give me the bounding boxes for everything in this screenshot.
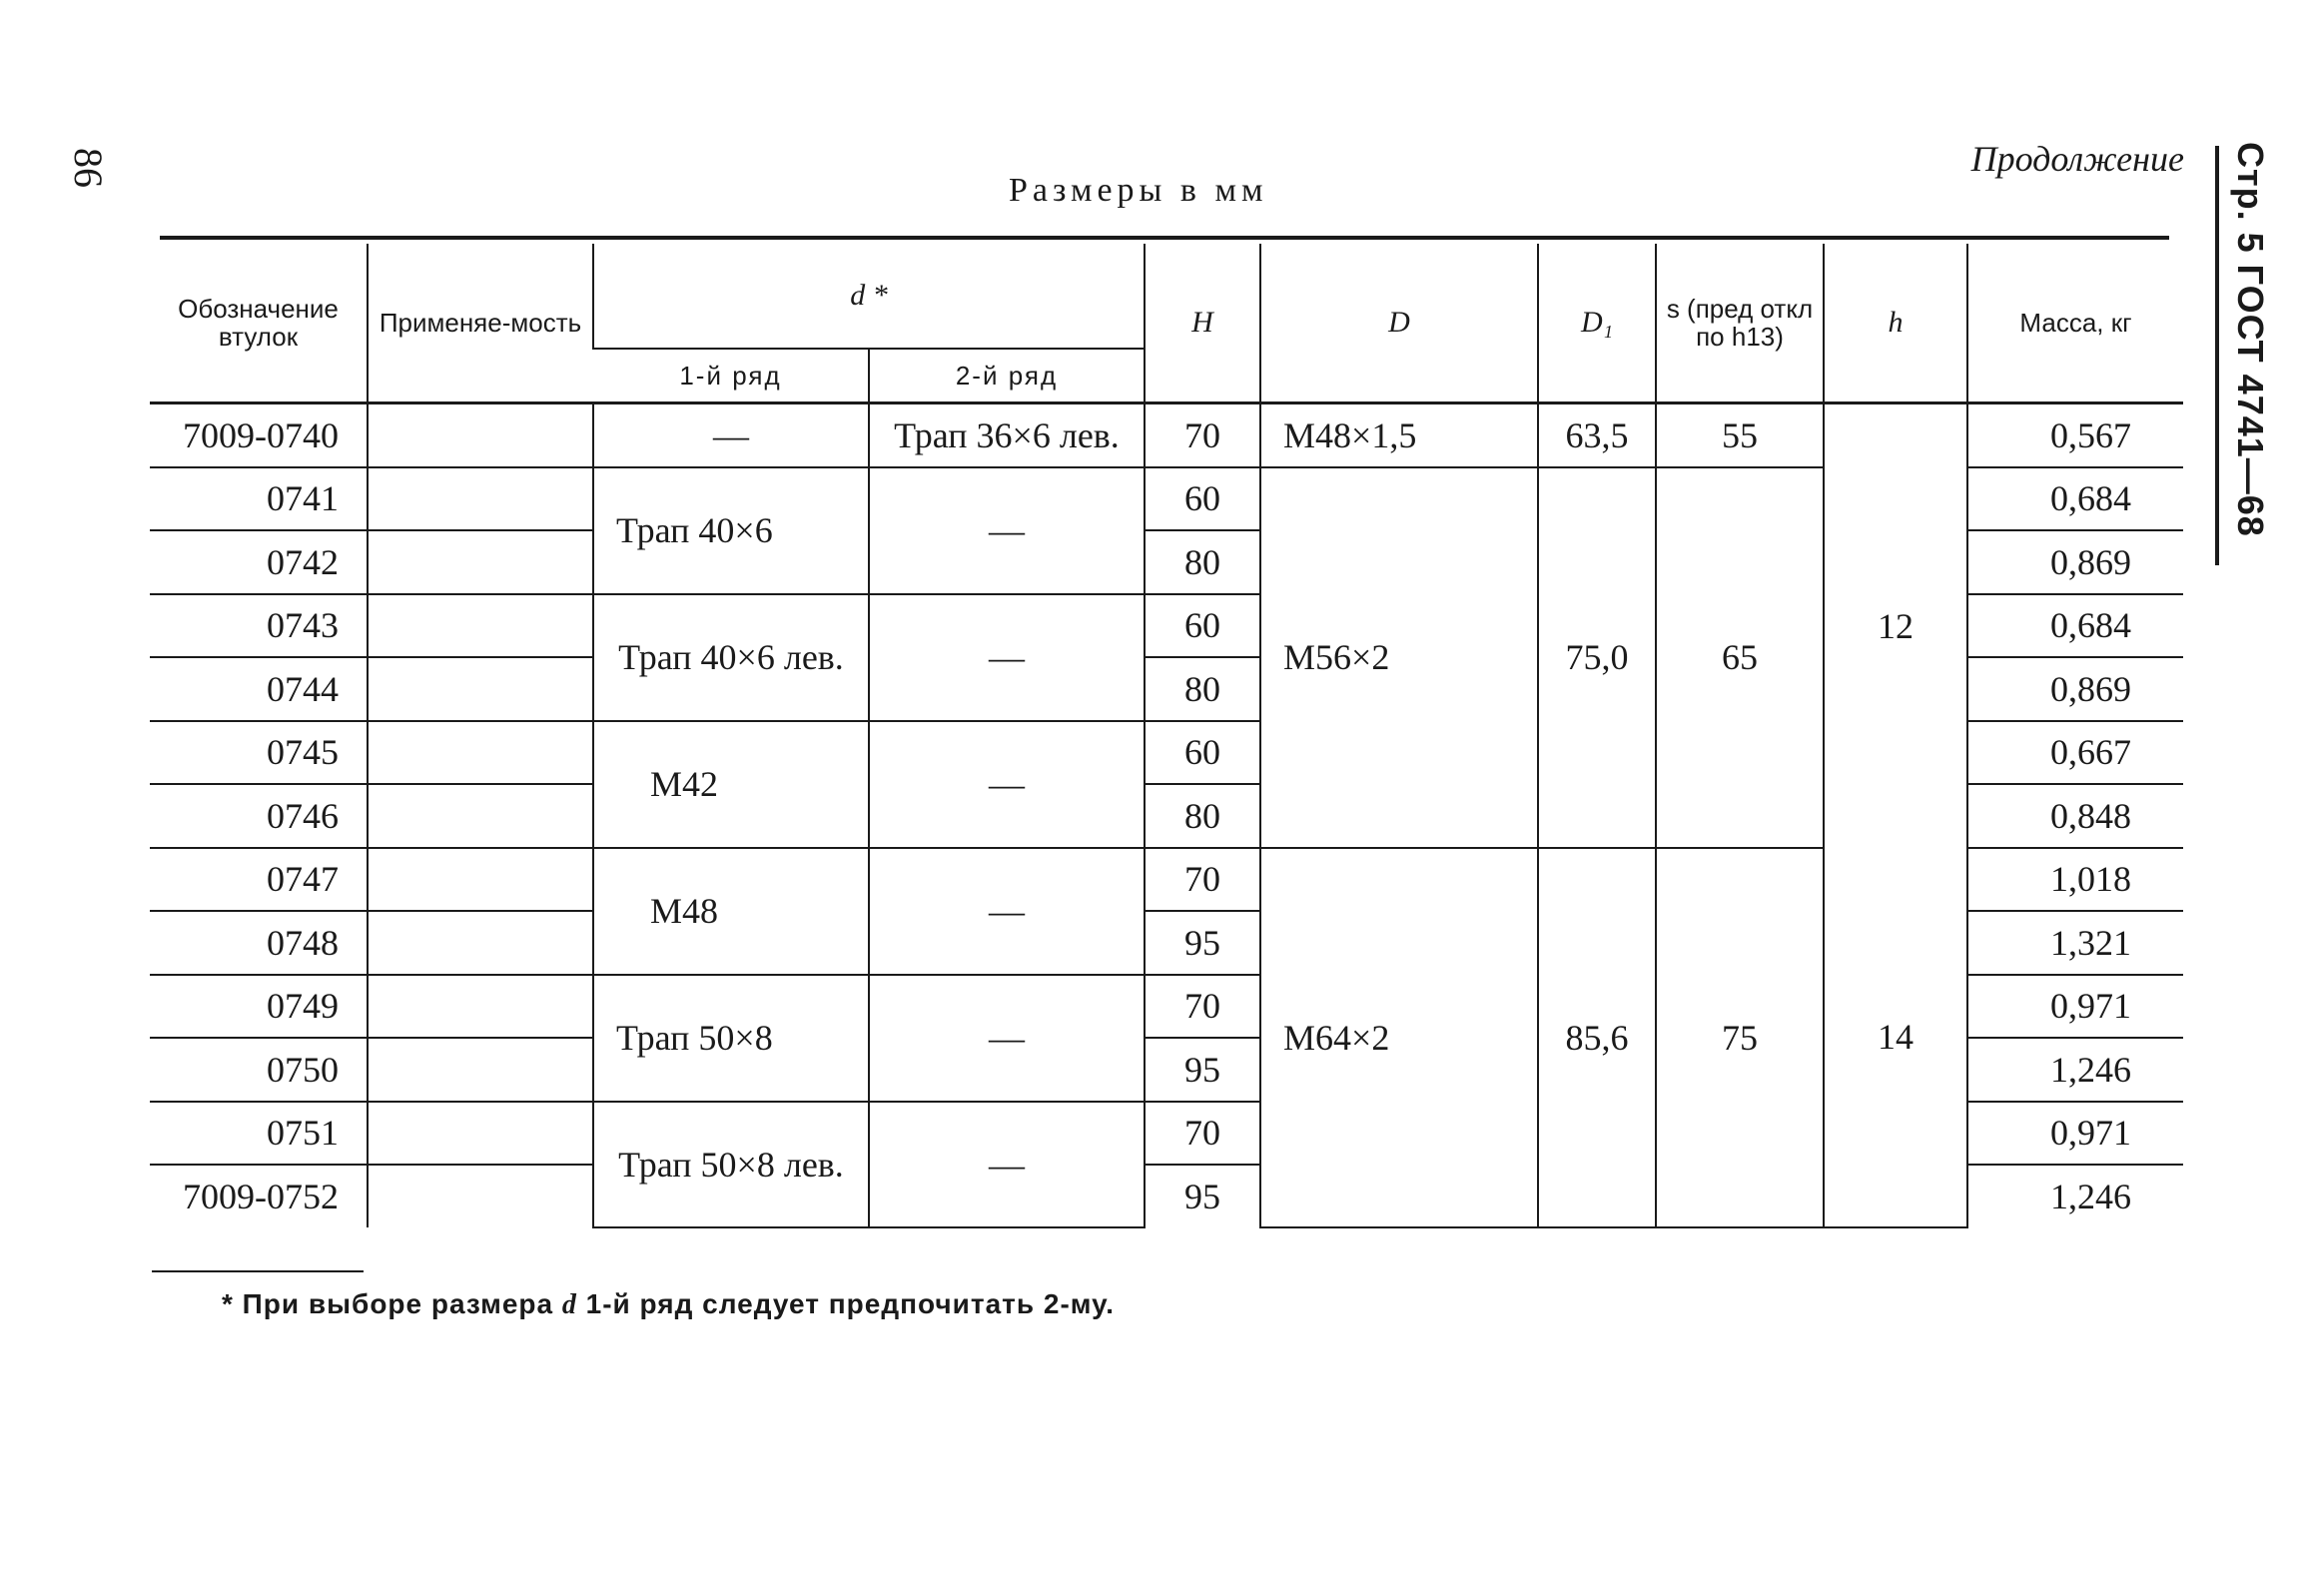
applicability-cell: [368, 467, 593, 531]
units-caption: Размеры в мм: [1009, 172, 1268, 209]
mass-cell: 1,018: [1967, 848, 2183, 912]
designation-cell: 7009-0752: [183, 1176, 339, 1216]
header-D1: D₁: [1538, 244, 1656, 403]
footnote: [222, 1288, 1115, 1321]
D-cell: М56×2: [1260, 467, 1538, 848]
mass-cell: 1,246: [1967, 1038, 2183, 1102]
applicability-cell: [368, 403, 593, 467]
mass-cell: 0,869: [1967, 657, 2183, 721]
H-cell: 95: [1145, 911, 1260, 975]
d-row1-cell: М42: [593, 721, 869, 848]
d-row2-cell: —: [869, 848, 1145, 975]
designation-cell: 0748: [150, 911, 368, 975]
footnote-before: * При выборе размера: [222, 1288, 562, 1319]
D-cell: М64×2: [1260, 848, 1538, 1227]
header-applicability: Применяе-мость: [368, 244, 593, 403]
applicability-cell: [368, 784, 593, 848]
H-cell: 60: [1145, 594, 1260, 658]
H-cell: 95: [1145, 1165, 1260, 1227]
designation-cell: 0741: [150, 467, 368, 531]
applicability-cell: [368, 530, 593, 594]
standard-label: Стр. 5 ГОСТ 4741—68: [2230, 142, 2271, 537]
D-cell: М48×1,5: [1260, 403, 1538, 467]
d-row1-cell: Трап 40×6 лев.: [593, 594, 869, 721]
d-row1-cell: —: [593, 403, 869, 467]
header-mass: Масса, кг: [1967, 244, 2183, 403]
d-row1-cell: Трап 50×8: [593, 975, 869, 1102]
table-row: [150, 848, 2183, 912]
H-cell: 70: [1145, 1102, 1260, 1166]
page-number: 86: [66, 148, 111, 188]
table-row: [150, 403, 2183, 467]
s-cell: 65: [1656, 467, 1824, 848]
d-row1-cell: Трап 40×6: [593, 467, 869, 594]
applicability-cell: [368, 848, 593, 912]
h-cell: 12: [1824, 403, 1967, 848]
H-cell: 60: [1145, 467, 1260, 531]
footnote-rule: [152, 1270, 364, 1272]
applicability-cell: [368, 657, 593, 721]
mass-cell: 1,246: [1967, 1165, 2183, 1227]
mass-cell: 0,567: [1967, 403, 2183, 467]
mass-cell: 0,971: [1967, 975, 2183, 1039]
designation-cell: 0744: [150, 657, 368, 721]
d-row2-cell: —: [869, 975, 1145, 1102]
D1-cell: 85,6: [1538, 848, 1656, 1227]
designation-cell: 0750: [150, 1038, 368, 1102]
H-cell: 95: [1145, 1038, 1260, 1102]
header-d-row2: 2-й ряд: [869, 349, 1145, 403]
applicability-cell: [368, 1165, 593, 1227]
applicability-cell: [368, 1038, 593, 1102]
D1-cell: 63,5: [1538, 403, 1656, 467]
designation-cell: 0751: [150, 1102, 368, 1166]
mass-cell: 1,321: [1967, 911, 2183, 975]
designation-cell: 0742: [150, 530, 368, 594]
designation-cell: 0743: [150, 594, 368, 658]
H-cell: 80: [1145, 657, 1260, 721]
header-H: H: [1145, 244, 1260, 403]
applicability-cell: [368, 594, 593, 658]
footnote-after: 1-й ряд следует предпочитать 2-му.: [576, 1288, 1115, 1319]
header-s: s (пред откл по h13): [1656, 244, 1824, 403]
d-row1-cell: Трап 50×8 лев.: [593, 1102, 869, 1227]
header-d: d *: [593, 244, 1145, 349]
table-top-rule: [160, 236, 2169, 240]
s-cell: 55: [1656, 403, 1824, 467]
header-D: D: [1260, 244, 1538, 403]
d-row2-cell: —: [869, 1102, 1145, 1227]
header-designation: Обозначение втулок: [150, 244, 368, 403]
applicability-cell: [368, 975, 593, 1039]
designation-cell: 0745: [150, 721, 368, 785]
s-cell: 75: [1656, 848, 1824, 1227]
h-cell: 14: [1824, 848, 1967, 1227]
designation-cell: 0747: [150, 848, 368, 912]
applicability-cell: [368, 911, 593, 975]
continuation-label: Продолжение: [1970, 139, 2184, 179]
header-h: h: [1824, 244, 1967, 403]
H-cell: 80: [1145, 530, 1260, 594]
D1-cell: 75,0: [1538, 467, 1656, 848]
header-d-row1: 1-й ряд: [593, 349, 869, 403]
designation-cell: 7009-0740: [150, 403, 368, 467]
side-rule: [2215, 146, 2219, 565]
d-row2-cell: —: [869, 467, 1145, 594]
mass-cell: 0,848: [1967, 784, 2183, 848]
H-cell: 70: [1145, 403, 1260, 467]
d-row2-cell: —: [869, 721, 1145, 848]
designation-cell: 0749: [150, 975, 368, 1039]
mass-cell: 0,971: [1967, 1102, 2183, 1166]
designation-cell: 0746: [150, 784, 368, 848]
mass-cell: 0,684: [1967, 467, 2183, 531]
H-cell: 70: [1145, 848, 1260, 912]
dimensions-table: [150, 244, 2183, 1228]
H-cell: 70: [1145, 975, 1260, 1039]
H-cell: 80: [1145, 784, 1260, 848]
mass-cell: 0,869: [1967, 530, 2183, 594]
d-row2-cell: Трап 36×6 лев.: [869, 403, 1145, 467]
applicability-cell: [368, 721, 593, 785]
mass-cell: 0,684: [1967, 594, 2183, 658]
footnote-symbol: d: [561, 1289, 577, 1320]
applicability-cell: [368, 1102, 593, 1166]
mass-cell: 0,667: [1967, 721, 2183, 785]
H-cell: 60: [1145, 721, 1260, 785]
d-row2-cell: —: [869, 594, 1145, 721]
d-row1-cell: М48: [593, 848, 869, 975]
